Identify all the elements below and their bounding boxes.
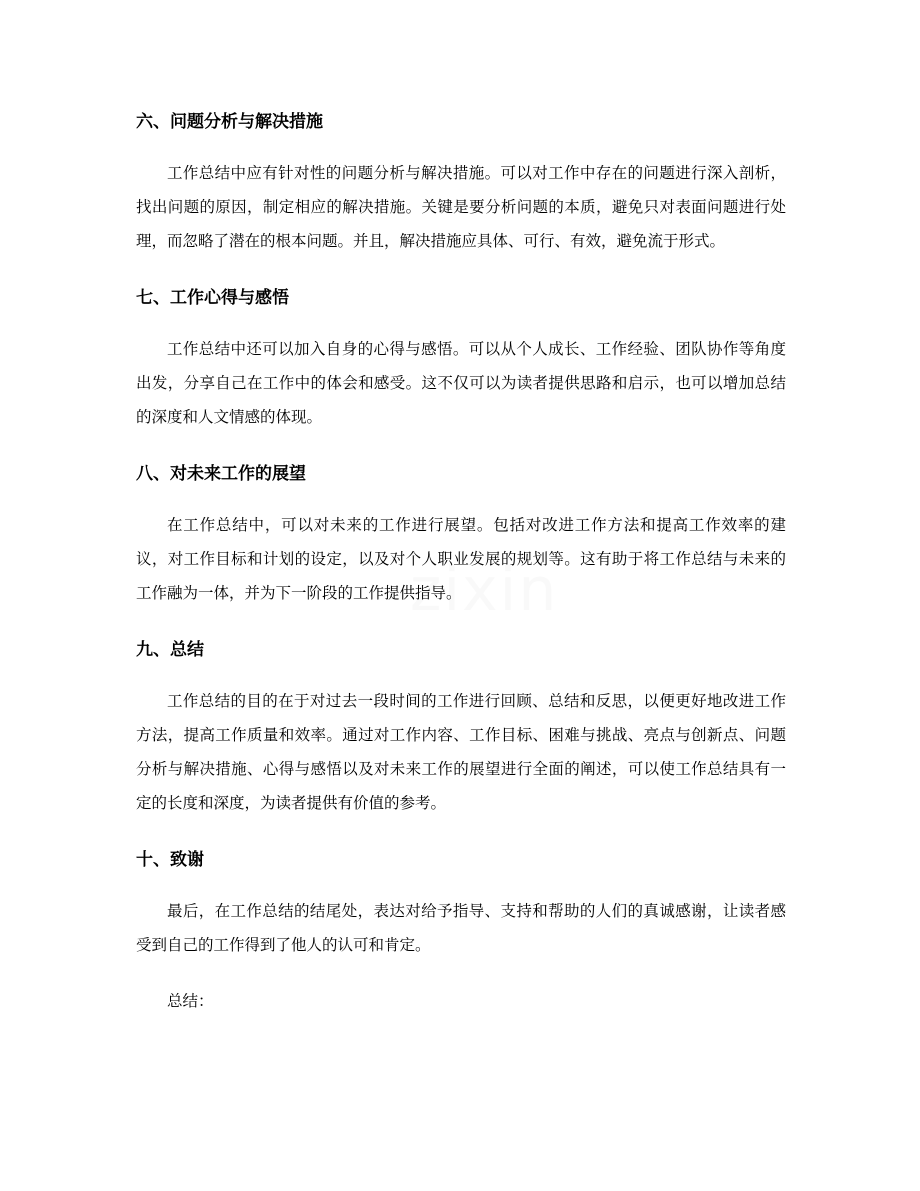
watermark: zixin — [410, 555, 559, 625]
section-title: 七、工作心得与感悟 — [136, 288, 289, 308]
closing-label: 总结： — [167, 992, 214, 1010]
section-paragraph: 工作总结中应有针对性的问题分析与解决措施。可以对工作中存在的问题进行深入剖析，找出问题的原因，制定相应的解决措施。关键是要分析问题的本质，避免只对表面问题进行处理，而忽略了潜在的根本问题。并且，解决措施应具体、可行、有效，避免流于形式。 — [136, 164, 786, 250]
section-paragraph: 在工作总结中，可以对未来的工作进行展望。包括对改进工作方法和提高工作效率的建议，对工作目标和计划的设定，以及对个人职业发展的规划等。这有助于将工作总结与未来的工作融为一体，并为下一阶段的工作提供指导。 — [136, 516, 786, 602]
section-title: 九、总结 — [136, 640, 204, 660]
section-problem-analysis — [136, 104, 786, 258]
section-acknowledgements — [136, 842, 786, 962]
section-title: 十、致谢 — [136, 850, 204, 870]
section-future-outlook — [136, 456, 786, 610]
section-paragraph: 工作总结中还可以加入自身的心得与感悟。可以从个人成长、工作经验、团队协作等角度出发，分享自己在工作中的体会和感受。这不仅可以为读者提供思路和启示，也可以增加总结的深度和人文情感的体现。 — [136, 340, 786, 426]
document-content — [136, 104, 786, 1018]
section-paragraph: 工作总结的目的在于对过去一段时间的工作进行回顾、总结和反思，以便更好地改进工作方法，提高工作质量和效率。通过对工作内容、工作目标、困难与挑战、亮点与创新点、问题分析与解决措施、心得与感悟以及对未来工作的展望进行全面的阐述，可以使工作总结具有一定的长度和深度，为读者提供有价值的参考。 — [136, 692, 786, 812]
section-title: 八、对未来工作的展望 — [136, 464, 306, 484]
section-paragraph: 最后，在工作总结的结尾处，表达对给予指导、支持和帮助的人们的真诚感谢，让读者感受到自己的工作得到了他人的认可和肯定。 — [136, 902, 786, 954]
section-summary — [136, 632, 786, 820]
section-insights — [136, 280, 786, 434]
section-title: 六、问题分析与解决措施 — [136, 112, 323, 132]
